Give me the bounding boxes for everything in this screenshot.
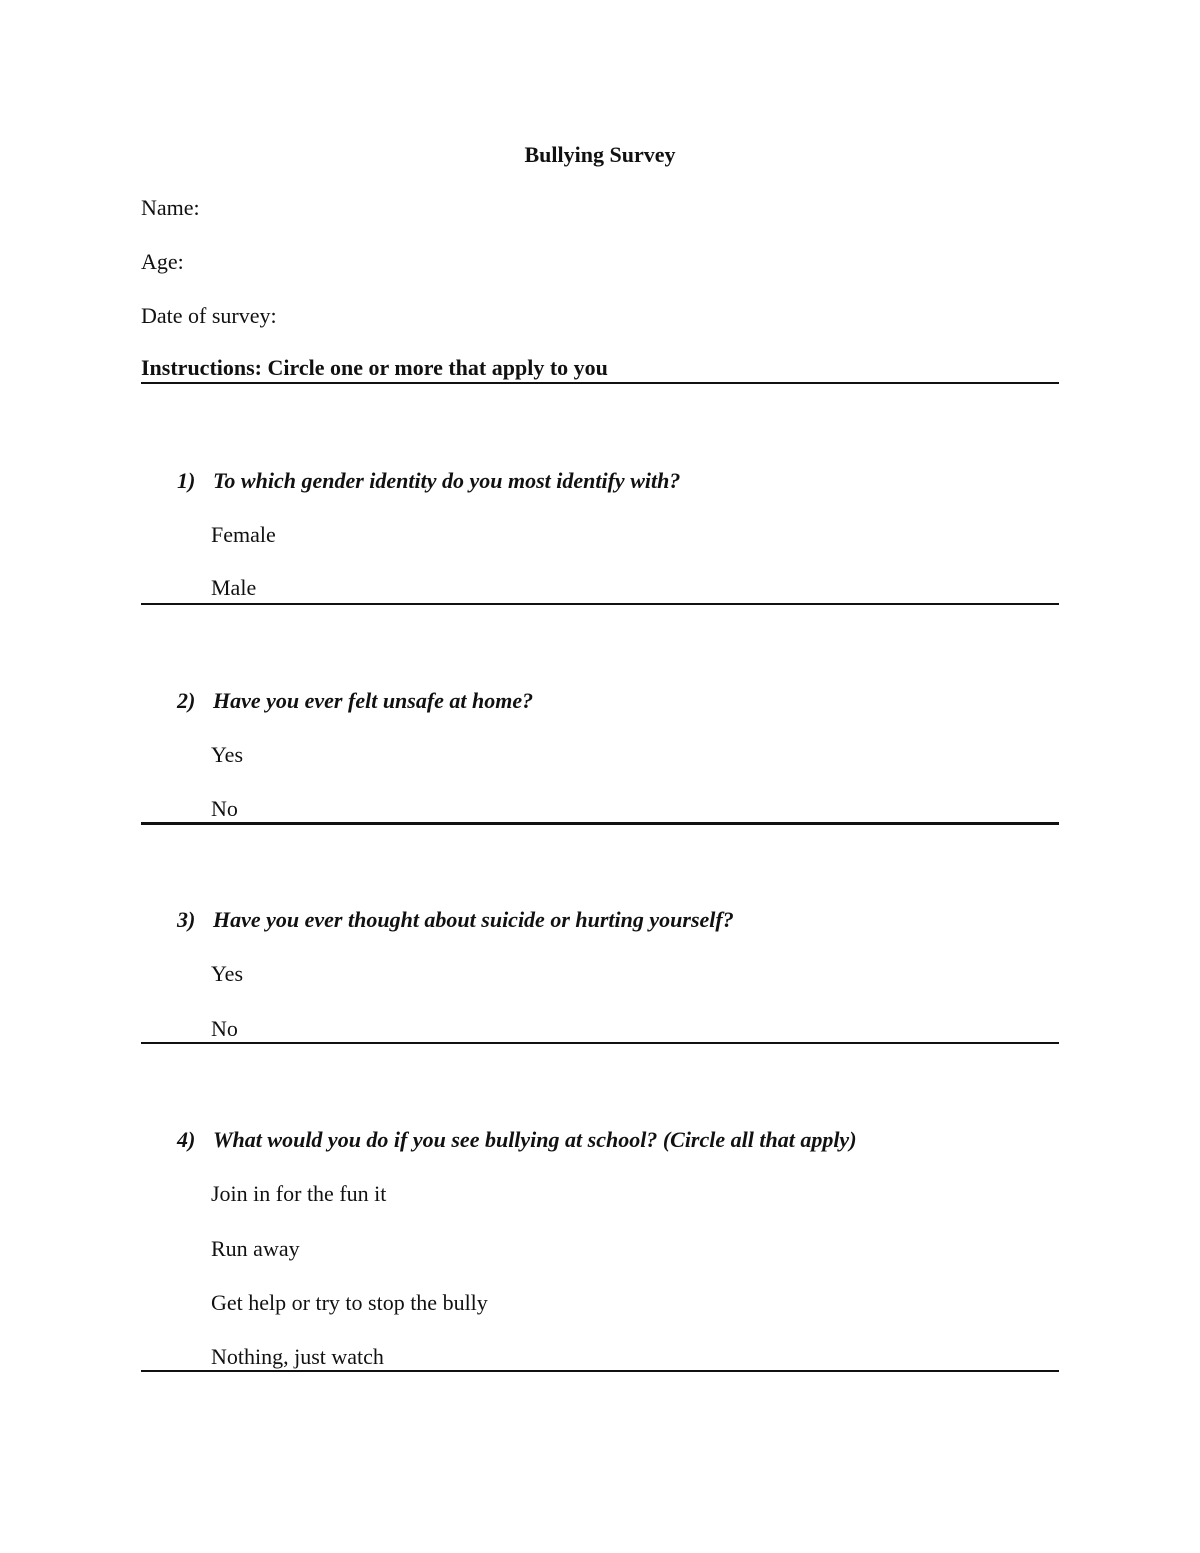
question-4-option-get-help[interactable]: Get help or try to stop the bully <box>211 1290 488 1315</box>
question-3-heading <box>177 907 734 933</box>
question-3-number: 3) <box>177 907 196 932</box>
question-3-divider <box>141 1042 1059 1044</box>
question-1-divider <box>141 603 1059 605</box>
question-4-heading <box>177 1127 857 1153</box>
question-1-heading <box>177 468 680 494</box>
question-1-number: 1) <box>177 468 196 493</box>
question-2-heading <box>177 688 533 714</box>
question-1-option-male[interactable]: Male <box>211 575 257 600</box>
question-1-text: To which gender identity do you most identify with? <box>213 468 681 493</box>
age-label: Age: <box>141 249 184 274</box>
question-2-number: 2) <box>177 688 196 713</box>
instructions-text: Instructions: Circle one or more that apply to you <box>141 355 608 380</box>
page-title: Bullying Survey <box>524 142 676 167</box>
date-of-survey-label: Date of survey: <box>141 303 277 328</box>
question-2-option-no[interactable]: No <box>211 796 238 821</box>
question-3-text: Have you ever thought about suicide or hurting yourself? <box>213 907 734 932</box>
question-2-option-yes[interactable]: Yes <box>211 742 244 767</box>
question-4-option-nothing[interactable]: Nothing, just watch <box>211 1344 384 1369</box>
question-4-divider <box>141 1370 1059 1372</box>
name-label: Name: <box>141 195 200 220</box>
question-2-text: Have you ever felt unsafe at home? <box>213 688 534 713</box>
question-3-option-no[interactable]: No <box>211 1016 238 1041</box>
question-4-option-join-in[interactable]: Join in for the fun it <box>211 1181 387 1206</box>
question-4-option-run-away[interactable]: Run away <box>211 1236 300 1261</box>
question-1-option-female[interactable]: Female <box>211 522 276 547</box>
question-4-number: 4) <box>177 1127 196 1152</box>
question-3-option-yes[interactable]: Yes <box>211 961 244 986</box>
instructions-divider <box>141 382 1059 384</box>
question-2-divider <box>141 822 1059 825</box>
question-4-text: What would you do if you see bullying at school? (Circle all that apply) <box>213 1127 857 1152</box>
